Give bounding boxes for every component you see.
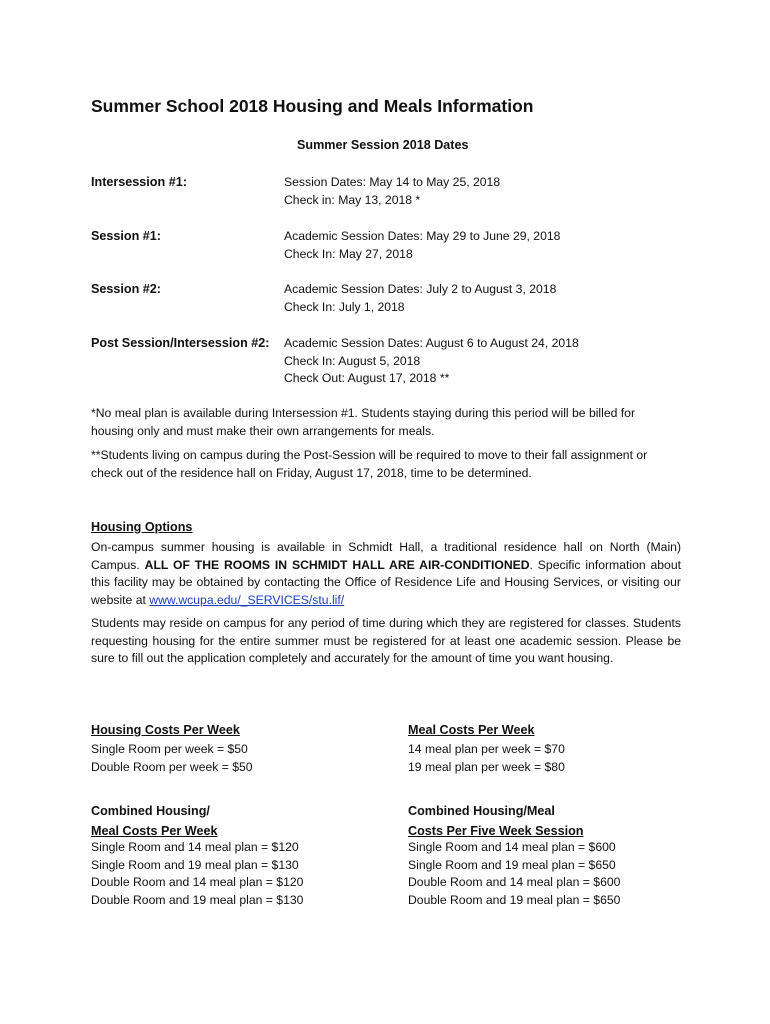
session-label: Post Session/Intersession #2: [91,336,270,350]
page-title: Summer School 2018 Housing and Meals Information [91,96,534,116]
heading-line: Meal Costs Per Week [91,824,218,838]
air-conditioned-notice: ALL OF THE ROOMS IN SCHMIDT HALL ARE AIR-CONDITIONED [144,557,530,572]
session-details [284,335,579,388]
housing-options-text: On-campus summer housing is available in Schmidt Hall, a traditional residence hall on North (Main) Campus. [91,540,681,572]
session-detail-line: Check in: May 13, 2018 * [284,192,421,207]
housing-eligibility-paragraph: Students may reside on campus for any period of time during which they are registered for classes. Students requesting housing for the entire summer must be registered for at least one academic session. Please be sure to fill out the application completely and accurately for the amount of time you want housing. [91,616,681,666]
session-detail-line: Check In: August 5, 2018 [284,353,421,368]
list-item: Single Room and 19 meal plan = $650 [408,857,616,872]
heading-line: Costs Per Five Week Session [408,824,584,838]
combined-week-heading [91,801,217,841]
list-item: 14 meal plan per week = $70 [408,742,565,756]
housing-options-paragraph [91,539,681,609]
meal-costs-heading: Meal Costs Per Week [408,723,535,737]
list-item: Double Room and 19 meal plan = $650 [408,892,621,907]
heading-line: Combined Housing/Meal [408,804,555,818]
session-label: Intersession #1: [91,175,187,189]
session-detail-line: Academic Session Dates: July 2 to August 3, 2018 [284,282,557,296]
list-item: Double Room and 14 meal plan = $120 [91,875,304,890]
session-detail-line: Academic Session Dates: August 6 to August 24, 2018 [284,336,579,350]
housing-options-text: . Specific information about this facility may be obtained by contacting the Office of Residence Life and Housing Services, or visiting our website at [91,557,681,607]
housing-costs-list [91,741,253,776]
list-item: Double Room per week = $50 [91,759,253,774]
housing-options-heading: Housing Options [91,520,193,534]
list-item: Double Room and 19 meal plan = $130 [91,892,304,907]
combined-week-list [91,839,303,909]
list-item: Double Room and 14 meal plan = $600 [408,875,621,890]
list-item: Single Room and 19 meal plan = $130 [91,857,299,872]
session-detail-line: Check In: May 27, 2018 [284,246,413,261]
housing-costs-heading: Housing Costs Per Week [91,723,240,737]
combined-session-list [408,839,620,909]
heading-line: Combined Housing/ [91,804,210,818]
list-item: Single Room and 14 meal plan = $600 [408,840,616,854]
session-detail-line: Session Dates: May 14 to May 25, 2018 [284,175,501,189]
dates-heading: Summer Session 2018 Dates [297,138,469,152]
meal-costs-list [408,741,565,776]
list-item: 19 meal plan per week = $80 [408,759,565,774]
session-detail-line: Check In: July 1, 2018 [284,299,405,314]
session-details [284,174,500,209]
session-details [284,281,556,316]
session-detail-line: Check Out: August 17, 2018 ** [284,371,450,386]
session-label: Session #1: [91,229,161,243]
footnote-post-session: **Students living on campus during the Post-Session will be required to move to their fall assignment or check out of the residence hall on Friday, August 17, 2018, time to be determined. [91,448,648,480]
session-detail-line: Academic Session Dates: May 29 to June 29, 2018 [284,229,561,243]
footnote-meal-plan: *No meal plan is available during Intersession #1. Students staying during this period will be billed for housing only and must make their own arrangements for meals. [91,406,636,438]
combined-session-heading [408,801,583,841]
residence-life-link[interactable]: www.wcupa.edu/_SERVICES/stu.lif/ [149,592,345,607]
session-label: Session #2: [91,282,161,296]
session-details [284,228,560,263]
list-item: Single Room and 14 meal plan = $120 [91,840,299,854]
list-item: Single Room per week = $50 [91,742,248,756]
